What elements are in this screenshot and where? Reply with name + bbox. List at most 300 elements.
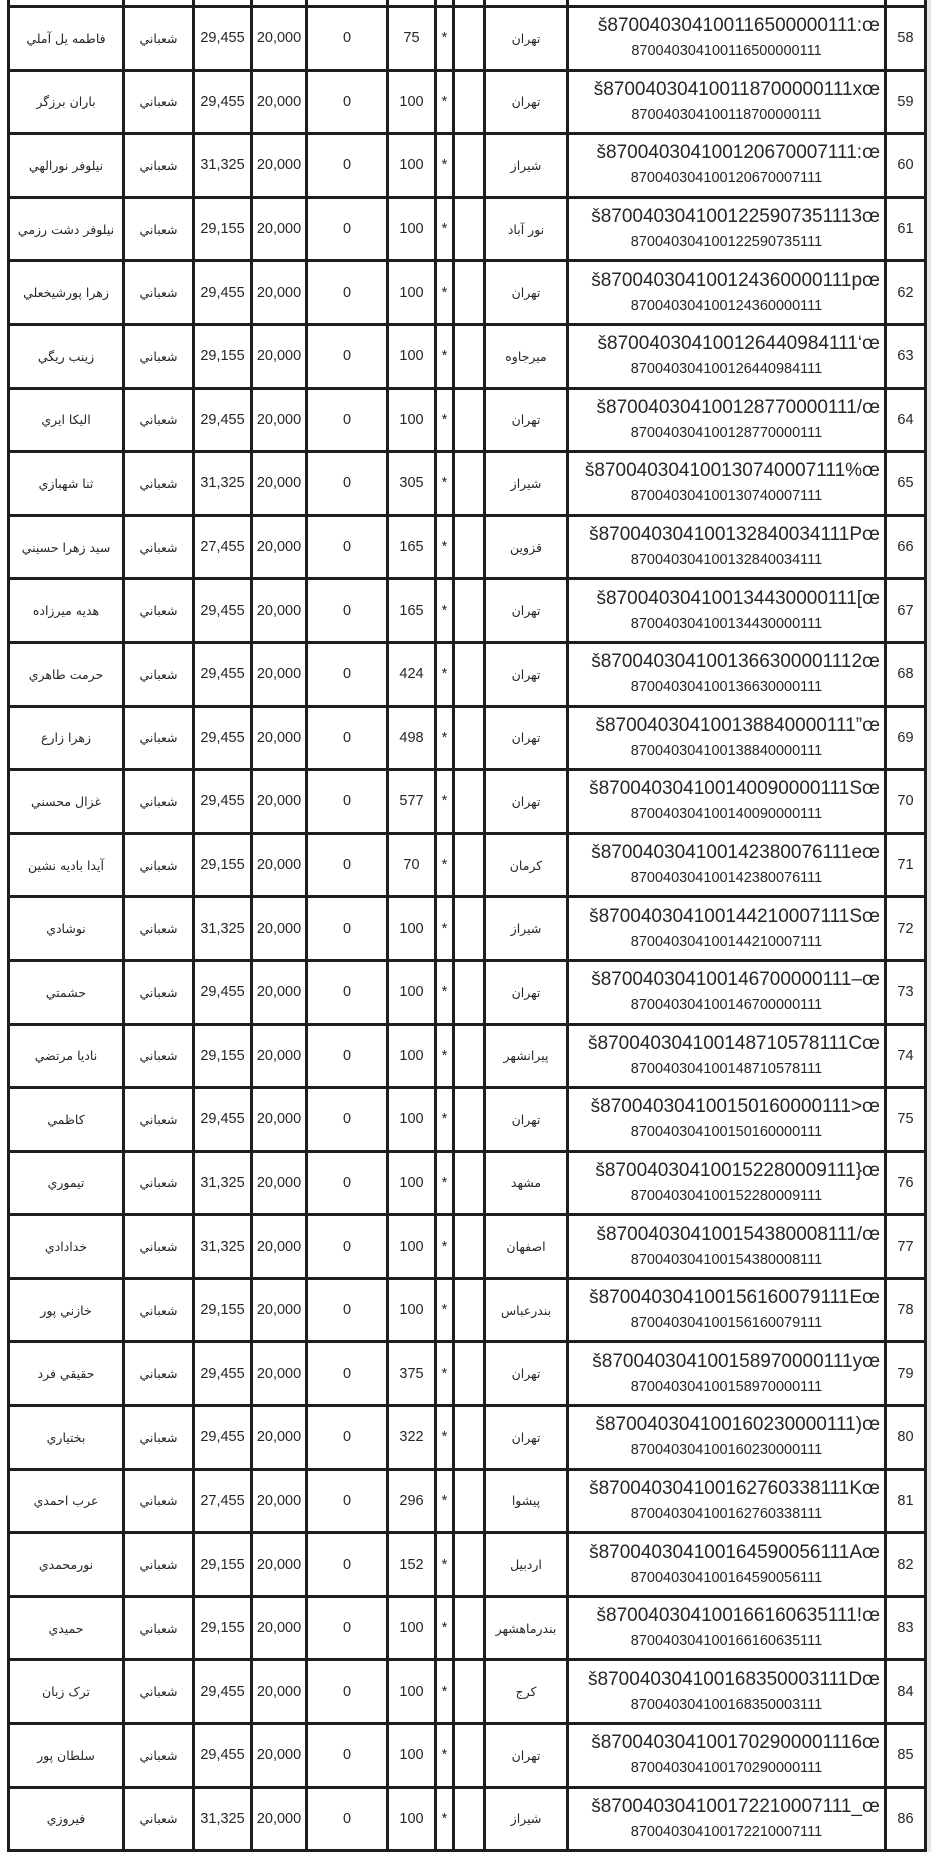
city-cell: تهران [485,706,568,770]
table-row [9,70,926,134]
barcode-encoded-text: š870040304100150160000111>œ [590,1096,880,1118]
city-cell: تهران [485,7,568,71]
barcode-plain-text: 870040304100160230000111 [630,1442,823,1459]
quantity-cell: 322 [388,1406,436,1470]
barcode-plain-text: 870040304100124360000111 [630,297,823,314]
amount-cell: 29,155 [194,1278,252,1342]
blank-cell [454,515,485,579]
barcode-plain-text: 870040304100120670007111 [630,170,823,187]
amount-cell: 29,455 [194,1406,252,1470]
city-cell: مشهد [485,1151,568,1215]
fee-cell: 20,000 [252,1533,307,1597]
barcode-plain-text: 870040304100162760338111 [630,1505,823,1522]
table-row [9,134,926,198]
table-row [9,833,926,897]
blank-cell [454,1787,485,1851]
flag-cell: * [436,1596,454,1660]
barcode-encoded-text: š870040304100128770000111/œ [596,396,880,418]
barcode-encoded-text: š870040304100146700000111–œ [591,969,880,991]
fee-cell: 20,000 [252,515,307,579]
quantity-cell: 100 [388,1088,436,1152]
recipient-name-cell: فاطمه يل آملي [9,7,124,71]
row-number-cell: 86 [886,1787,926,1851]
quantity-cell: 100 [388,960,436,1024]
flag-cell: * [436,1278,454,1342]
blank-cell [454,642,485,706]
recipient-name-cell: حميدي [9,1596,124,1660]
amount-cell: 29,455 [194,70,252,134]
blank-cell [454,1278,485,1342]
fee-cell: 20,000 [252,579,307,643]
row-number-cell: 81 [886,1469,926,1533]
family-name-cell: شعباني [124,1406,194,1470]
barcode-cell [568,579,886,643]
recipient-name-cell: اليكا ايري [9,388,124,452]
row-number-cell: 69 [886,706,926,770]
blank-cell [454,706,485,770]
zero-value-cell: 0 [307,1787,388,1851]
city-cell: ميرجاوه [485,324,568,388]
fee-cell: 20,000 [252,7,307,71]
zero-value-cell: 0 [307,1533,388,1597]
barcode-plain-text: 870040304100148710578111 [630,1060,823,1077]
row-number-cell: 65 [886,452,926,516]
barcode-plain-text: 870040304100118700000111 [631,106,822,123]
table-row [9,1215,926,1279]
flag-cell: * [436,897,454,961]
barcode-encoded-text: š870040304100154380008111/œ [596,1223,880,1245]
table-row [9,1724,926,1788]
table-row [9,579,926,643]
fee-cell: 20,000 [252,1787,307,1851]
barcode-plain-text: 870040304100142380076111 [630,870,823,887]
barcode-plain-text: 870040304100154380008111 [630,1251,823,1268]
quantity-cell: 424 [388,642,436,706]
family-name-cell: شعباني [124,388,194,452]
city-cell: تهران [485,70,568,134]
city-cell: تهران [485,261,568,325]
flag-cell: * [436,1724,454,1788]
family-name-cell: شعباني [124,261,194,325]
family-name-cell: شعباني [124,1024,194,1088]
recipient-name-cell: آيدا باديه نشين [9,833,124,897]
table-row [9,1342,926,1406]
zero-value-cell: 0 [307,1151,388,1215]
row-number-cell: 60 [886,134,926,198]
city-cell: كرمان [485,833,568,897]
barcode-plain-text: 870040304100136630000111 [630,679,823,696]
flag-cell: * [436,642,454,706]
recipient-name-cell: نيلوفر دشت رزمي [9,197,124,261]
table-row [9,452,926,516]
recipient-name-cell: ترک زبان [9,1660,124,1724]
barcode-encoded-text: š870040304100160230000111)œ [595,1414,880,1436]
flag-cell: * [436,1342,454,1406]
city-cell: كرج [485,1660,568,1724]
fee-cell: 20,000 [252,897,307,961]
barcode-cell [568,1724,886,1788]
barcode-plain-text: 870040304100132840034111 [630,552,823,569]
row-number-cell: 61 [886,197,926,261]
row-number-cell: 67 [886,579,926,643]
quantity-cell: 100 [388,261,436,325]
city-cell: تهران [485,1406,568,1470]
row-number-cell: 78 [886,1278,926,1342]
family-name-cell: شعباني [124,1088,194,1152]
barcode-cell [568,897,886,961]
flag-cell: * [436,324,454,388]
barcode-cell [568,1596,886,1660]
amount-cell: 29,455 [194,770,252,834]
family-name-cell: شعباني [124,1724,194,1788]
table-row [9,324,926,388]
quantity-cell: 100 [388,324,436,388]
barcode-cell [568,960,886,1024]
amount-cell: 27,455 [194,1469,252,1533]
city-cell: تهران [485,388,568,452]
quantity-cell: 100 [388,897,436,961]
barcode-encoded-text: š870040304100162760338111Kœ [589,1477,880,1499]
recipient-name-cell: حشمتي [9,960,124,1024]
blank-cell [454,960,485,1024]
blank-cell [454,1151,485,1215]
barcode-cell [568,1088,886,1152]
quantity-cell: 296 [388,1469,436,1533]
row-number-cell: 75 [886,1088,926,1152]
barcode-plain-text: 870040304100140090000111 [630,806,823,823]
barcode-plain-text: 870040304100168350003111 [630,1696,823,1713]
barcode-encoded-text: š870040304100134430000111[œ [596,587,880,609]
zero-value-cell: 0 [307,134,388,198]
table-row [9,770,926,834]
row-number-cell: 59 [886,70,926,134]
barcode-encoded-text: š870040304100152280009111}œ [595,1159,880,1181]
flag-cell: * [436,579,454,643]
barcode-plain-text: 870040304100126440984111 [630,361,823,378]
family-name-cell: شعباني [124,1342,194,1406]
fee-cell: 20,000 [252,833,307,897]
barcode-plain-text: 870040304100152280009111 [630,1187,823,1204]
family-name-cell: شعباني [124,1215,194,1279]
family-name-cell: شعباني [124,452,194,516]
family-name-cell: شعباني [124,1278,194,1342]
barcode-cell [568,1278,886,1342]
fee-cell: 20,000 [252,1660,307,1724]
amount-cell: 29,455 [194,1088,252,1152]
barcode-cell [568,1215,886,1279]
barcode-encoded-text: š870040304100120670007111:œ [596,142,880,164]
city-cell: شيراز [485,897,568,961]
flag-cell: * [436,70,454,134]
amount-cell: 29,455 [194,388,252,452]
flag-cell: * [436,1151,454,1215]
zero-value-cell: 0 [307,1088,388,1152]
fee-cell: 20,000 [252,324,307,388]
barcode-cell [568,197,886,261]
barcode-encoded-text: š870040304100124360000111pœ [591,269,880,291]
barcode-encoded-text: š870040304100130740007111%œ [584,460,880,482]
amount-cell: 29,455 [194,706,252,770]
family-name-cell: شعباني [124,70,194,134]
blank-cell [454,1660,485,1724]
recipient-name-cell: ناديا مرتضي [9,1024,124,1088]
family-name-cell: شعباني [124,579,194,643]
city-cell: نور آباد [485,197,568,261]
amount-cell: 29,455 [194,960,252,1024]
quantity-cell: 577 [388,770,436,834]
zero-value-cell: 0 [307,324,388,388]
fee-cell: 20,000 [252,388,307,452]
quantity-cell: 100 [388,134,436,198]
amount-cell: 27,455 [194,515,252,579]
barcode-cell [568,1342,886,1406]
barcode-cell [568,706,886,770]
barcode-cell [568,1024,886,1088]
quantity-cell: 75 [388,7,436,71]
flag-cell: * [436,1215,454,1279]
shipment-table [7,0,927,1852]
table-row [9,7,926,71]
flag-cell: * [436,960,454,1024]
blank-cell [454,388,485,452]
blank-cell [454,324,485,388]
flag-cell: * [436,7,454,71]
row-number-cell: 77 [886,1215,926,1279]
barcode-cell [568,134,886,198]
city-cell: تهران [485,960,568,1024]
amount-cell: 29,155 [194,324,252,388]
city-cell: تهران [485,770,568,834]
fee-cell: 20,000 [252,1215,307,1279]
barcode-plain-text: 870040304100170290000111 [630,1760,823,1777]
barcode-cell [568,388,886,452]
row-number-cell: 80 [886,1406,926,1470]
recipient-name-cell: نوشادي [9,897,124,961]
recipient-name-cell: سلطان پور [9,1724,124,1788]
fee-cell: 20,000 [252,1088,307,1152]
recipient-name-cell: نيلوفر نورالهي [9,134,124,198]
flag-cell: * [436,770,454,834]
barcode-plain-text: 870040304100134430000111 [630,615,823,632]
family-name-cell: شعباني [124,833,194,897]
blank-cell [454,1406,485,1470]
barcode-encoded-text: š870040304100140090000111Sœ [589,778,880,800]
family-name-cell: شعباني [124,706,194,770]
row-number-cell: 85 [886,1724,926,1788]
family-name-cell: شعباني [124,324,194,388]
barcode-cell [568,1660,886,1724]
barcode-plain-text: 870040304100130740007111 [630,488,823,505]
zero-value-cell: 0 [307,515,388,579]
recipient-name-cell: فيروزي [9,1787,124,1851]
quantity-cell: 100 [388,1787,436,1851]
barcode-encoded-text: š870040304100138840000111”œ [595,714,880,736]
barcode-plain-text: 870040304100164590056111 [630,1569,823,1586]
family-name-cell: شعباني [124,642,194,706]
flag-cell: * [436,833,454,897]
zero-value-cell: 0 [307,1215,388,1279]
blank-cell [454,134,485,198]
blank-cell [454,7,485,71]
flag-cell: * [436,1533,454,1597]
barcode-plain-text: 870040304100166160635111 [630,1633,823,1650]
flag-cell: * [436,197,454,261]
recipient-name-cell: كاظمي [9,1088,124,1152]
table-body [9,0,926,1851]
family-name-cell: شعباني [124,515,194,579]
city-cell: تهران [485,642,568,706]
family-name-cell: شعباني [124,770,194,834]
flag-cell: * [436,1406,454,1470]
blank-cell [454,1469,485,1533]
zero-value-cell: 0 [307,197,388,261]
barcode-encoded-text: š870040304100132840034111Pœ [589,524,880,546]
quantity-cell: 100 [388,388,436,452]
quantity-cell: 100 [388,1151,436,1215]
blank-cell [454,579,485,643]
barcode-plain-text: 870040304100144210007111 [630,933,823,950]
flag-cell: * [436,1660,454,1724]
quantity-cell: 165 [388,579,436,643]
recipient-name-cell: خدادادي [9,1215,124,1279]
amount-cell: 29,455 [194,642,252,706]
city-cell: اصفهان [485,1215,568,1279]
row-number-cell: 82 [886,1533,926,1597]
zero-value-cell: 0 [307,1596,388,1660]
row-number-cell: 72 [886,897,926,961]
recipient-name-cell: حقيقي فرد [9,1342,124,1406]
barcode-cell [568,452,886,516]
zero-value-cell: 0 [307,770,388,834]
amount-cell: 29,155 [194,1533,252,1597]
zero-value-cell: 0 [307,388,388,452]
amount-cell: 29,155 [194,833,252,897]
recipient-name-cell: ثنا شهبازي [9,452,124,516]
row-number-cell: 68 [886,642,926,706]
row-number-cell: 58 [886,7,926,71]
row-number-cell: 71 [886,833,926,897]
quantity-cell: 498 [388,706,436,770]
blank-cell [454,897,485,961]
table-row [9,1024,926,1088]
blank-cell [454,452,485,516]
barcode-encoded-text: š870040304100116500000111:œ [597,15,880,37]
amount-cell: 29,155 [194,1024,252,1088]
blank-cell [454,833,485,897]
barcode-plain-text: 870040304100146700000111 [630,997,823,1014]
recipient-name-cell: حرمت طاهري [9,642,124,706]
city-cell: تهران [485,1342,568,1406]
family-name-cell: شعباني [124,1660,194,1724]
blank-cell [454,1596,485,1660]
blank-cell [454,1024,485,1088]
barcode-plain-text: 870040304100150160000111 [630,1124,823,1141]
table-row [9,1660,926,1724]
quantity-cell: 100 [388,1024,436,1088]
barcode-cell [568,7,886,71]
recipient-name-cell: نورمحمدي [9,1533,124,1597]
zero-value-cell: 0 [307,706,388,770]
flag-cell: * [436,515,454,579]
zero-value-cell: 0 [307,7,388,71]
barcode-cell [568,70,886,134]
fee-cell: 20,000 [252,770,307,834]
barcode-plain-text: 870040304100172210007111 [630,1823,823,1840]
city-cell: اردبيل [485,1533,568,1597]
city-cell: تهران [485,579,568,643]
family-name-cell: شعباني [124,960,194,1024]
barcode-plain-text: 870040304100156160079111 [630,1315,823,1332]
barcode-cell [568,833,886,897]
table-row [9,1088,926,1152]
table-row [9,261,926,325]
fee-cell: 20,000 [252,1024,307,1088]
barcode-encoded-text: š8700403041001225907351113œ [591,206,880,228]
table-row [9,1278,926,1342]
table-row [9,960,926,1024]
row-number-cell: 79 [886,1342,926,1406]
quantity-cell: 70 [388,833,436,897]
amount-cell: 29,455 [194,1724,252,1788]
zero-value-cell: 0 [307,1724,388,1788]
family-name-cell: شعباني [124,197,194,261]
quantity-cell: 100 [388,70,436,134]
flag-cell: * [436,1088,454,1152]
zero-value-cell: 0 [307,452,388,516]
table-row [9,1596,926,1660]
amount-cell: 29,155 [194,1596,252,1660]
row-number-cell: 63 [886,324,926,388]
fee-cell: 20,000 [252,1151,307,1215]
zero-value-cell: 0 [307,1342,388,1406]
barcode-encoded-text: š870040304100164590056111Aœ [589,1541,880,1563]
family-name-cell: شعباني [124,1596,194,1660]
zero-value-cell: 0 [307,1406,388,1470]
blank-cell [454,1088,485,1152]
recipient-name-cell: بختياري [9,1406,124,1470]
barcode-cell [568,324,886,388]
amount-cell: 29,455 [194,261,252,325]
blank-cell [454,1724,485,1788]
barcode-encoded-text: š870040304100168350003111Dœ [588,1668,880,1690]
zero-value-cell: 0 [307,1024,388,1088]
flag-cell: * [436,261,454,325]
table-row [9,1469,926,1533]
table-row [9,706,926,770]
flag-cell: * [436,134,454,198]
barcode-plain-text: 870040304100128770000111 [630,424,823,441]
fee-cell: 20,000 [252,1469,307,1533]
amount-cell: 31,325 [194,1787,252,1851]
amount-cell: 29,455 [194,1660,252,1724]
blank-cell [454,770,485,834]
barcode-cell [568,1406,886,1470]
fee-cell: 20,000 [252,1724,307,1788]
flag-cell: * [436,1787,454,1851]
amount-cell: 29,455 [194,1342,252,1406]
row-number-cell: 73 [886,960,926,1024]
zero-value-cell: 0 [307,642,388,706]
city-cell: تهران [485,1724,568,1788]
row-number-cell: 62 [886,261,926,325]
quantity-cell: 100 [388,1278,436,1342]
barcode-cell [568,515,886,579]
amount-cell: 29,455 [194,579,252,643]
row-number-cell: 64 [886,388,926,452]
amount-cell: 29,155 [194,197,252,261]
barcode-encoded-text: š8700403041001366300001112œ [591,651,880,673]
amount-cell: 29,455 [194,7,252,71]
